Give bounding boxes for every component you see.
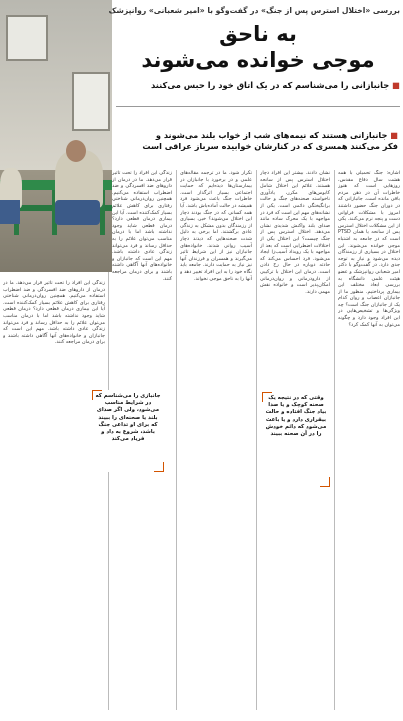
- headline-divider: [116, 106, 400, 107]
- article-photo: [0, 0, 112, 272]
- pull-quote-2: جانبازی را می‌شناسم که در شرایط مناسب می‌شود، ولی اگر صدای بلند یا صحنه‌ای را ببیند که برای او تداعی جنگ باشد، شروع به داد و فریاد می‌کند: [92, 390, 164, 472]
- column-4: زندگی این افراد را تحت تاثیر قرار می‌دهد. ما در درمان از داروهای ضد افسردگی و ضد اضطراب استفاده می‌کنیم. همچنین روان‌درمانی شناختی رفتاری برای کاهش علائم بسیار کمک‌کننده است. آیا این بیماری درمان قطعی دارد؟ درمان قطعی شاید وجود نداشته باشد اما با درمان مناسب می‌توان علائم را به حداقل رساند و فرد می‌تواند زندگی عادی داشته باشد. مهم این است که جانبازان و خانواده‌های آنها آگاهی داشته باشند و برای درمان مراجعه کنند.: [112, 170, 172, 282]
- article-deck-1: ■ جانبازانی را می‌شناسم که در یک اتاق خود را حبس می‌کنند: [150, 80, 400, 90]
- column-rule: [176, 170, 177, 710]
- article-title: [116, 21, 400, 73]
- column-rule: [334, 170, 335, 710]
- column-3: تکرار شود. ما در ترجمه مقاله‌های علمی و در برخورد با جانبازان در بیمارستان‌ها دیده‌ایم که حمایت اجتماعی بسیار اثرگذار است. خاطرات جنگ باعث می‌شود فرد همیشه در حالت آماده‌باش باشد. آیا همه کسانی که در جنگ بودند دچار این اختلال می‌شوند؟ خیر، بسیاری از رزمندگان بدون مشکل به زندگی عادی برگشتند. اما برخی به دلیل شدت صحنه‌هایی که دیدند دچار آسیب روانی شدند. خانواده‌های جانبازان نیز از این شرایط تاثیر می‌گیرند و همسران و فرزندان آنها نیز نیاز به حمایت دارند. جامعه باید نگاه خود را به این افراد تغییر دهد و آنها را به ناحق موجی نخواند.: [180, 170, 252, 282]
- column-5: زندگی این افراد را تحت تاثیر قرار می‌دهد. ما در درمان از داروهای ضد افسردگی و ضد اضطراب استفاده می‌کنیم. همچنین روان‌درمانی شناختی رفتاری برای کاهش علائم بسیار کمک‌کننده است. آیا این بیماری درمان قطعی دارد؟ درمان قطعی شاید وجود نداشته باشد اما با درمان مناسب می‌توان علائم را به حداقل رساند و فرد می‌تواند زندگی عادی داشته باشد. مهم این است که جانبازان و خانواده‌های آنها آگاهی داشته باشند و برای درمان مراجعه کنند.: [3, 280, 105, 346]
- pull-quote-1: وقتی که در نتیجه یک صحنه کوچک و یا صدا بیاد جنگ افتاده و حالت بیقراری دارد و یا باعث می‌شود که دائم خودش را در آن صحنه ببیند: [262, 392, 330, 487]
- article-title-line-2: موجی خوانده می‌شوند: [141, 48, 375, 72]
- column-rule: [256, 170, 257, 710]
- headline-area: [108, 0, 400, 110]
- column-rule: [108, 272, 109, 710]
- article-deck-2: ■ جانبازانی هستند که نیمه‌های شب از خواب بلند می‌شوند و فکر می‌کنند همسری که در کنارشان خوابیده سرباز عراقی است: [142, 130, 398, 151]
- column-2: نشان دادند. بیشتر این افراد دچار اختلال استرس پس از سانحه هستند. علائم این اختلال شامل کابوس‌های مکرر، یادآوری ناخواسته صحنه‌های جنگ و حالت برانگیختگی دائمی است. یکی از نشانه‌های مهم این است که فرد در مواجهه با یک محرک ساده مانند صدای بلند واکنش شدیدی نشان می‌دهد. اختلال استرس پس از جنگ چیست؟ این اختلال یکی از اختلالات اضطرابی است که بعد از مواجهه با یک رویداد آسیب‌زا ایجاد می‌شود. فرد احساس می‌کند که حادثه دوباره در حال رخ دادن است. درمان این اختلال با ترکیبی از دارودرمانی و روان‌درمانی امکان‌پذیر است و خانواده نقش مهمی دارند.: [260, 170, 330, 295]
- article-kicker: بررسی «اختلال استرس پس از جنگ» در گفت‌وگو با «امیر شعبانی» روانپزشک: [108, 6, 400, 15]
- column-1: اشاره: جنگ تحمیلی با همه هشت سال دفاع مقدس، روزهایی است که هنوز خاطرات آن در ذهن مردم باقی مانده است. جانبازانی که در دوران جنگ حضور داشتند امروز با مشکلات فراوانی دست و پنجه نرم می‌کنند. یکی از این مشکلات اختلال استرس پس از سانحه یا همان PTSD است که در جامعه به اشتباه موجی خوانده می‌شوند. این اختلال در بسیاری از رزمندگان دیده می‌شود و نیاز به توجه جدی دارد. در گفت‌وگو با دکتر امیر شعبانی روانپزشک و عضو هیئت علمی دانشگاه به بررسی ابعاد مختلف این بیماری پرداختیم. منظور ما از جانبازان اعصاب و روان کدام یک از جانبازان جنگ است؟ چه ویژگی‌ها و تشخیص‌هایی در این افراد وجود دارد و چگونه می‌توان به آنها کمک کرد؟: [338, 170, 400, 328]
- article-title-line-1: به ناحق: [219, 22, 297, 46]
